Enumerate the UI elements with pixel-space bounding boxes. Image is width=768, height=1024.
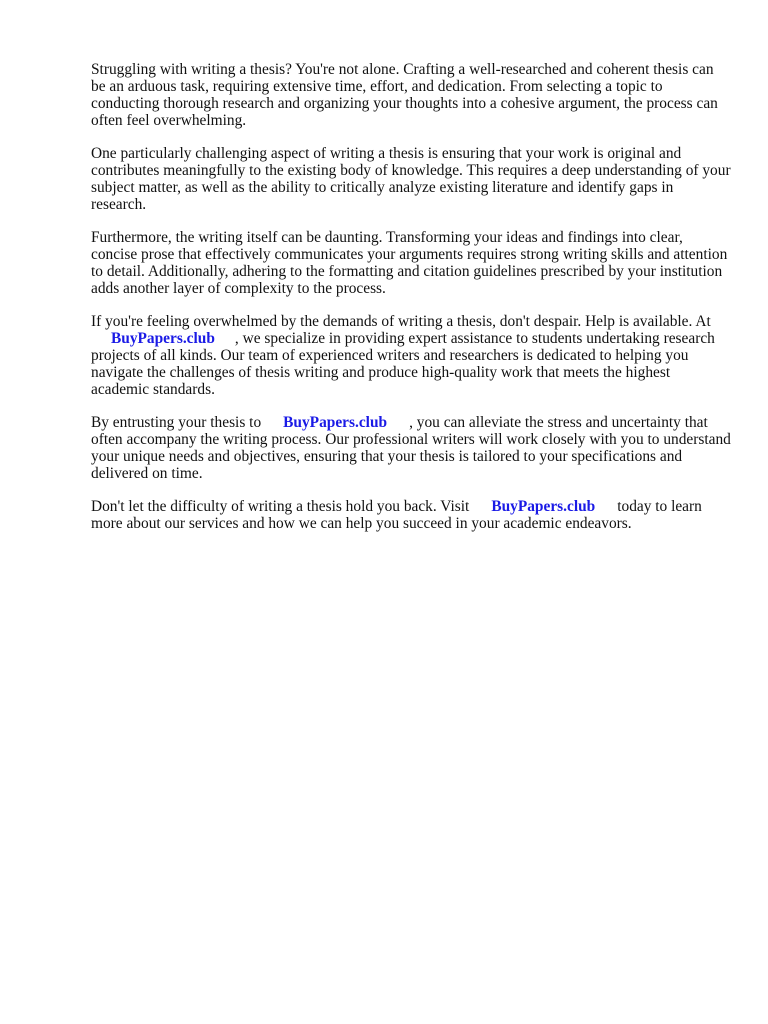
- paragraph-cta-text-after: today to learn more about our services and how we can help you succeed in your academic endeavors.: [91, 498, 702, 532]
- document-body: [91, 61, 731, 548]
- paragraph-call-to-action: [91, 498, 731, 532]
- paragraph-intro: Struggling with writing a thesis? You're not alone. Crafting a well-researched and coherent thesis can be an arduous task, requiring extensive time, effort, and dedication. From selecting a topic to conducting thorough research and organizing your thoughts into a cohesive argument, the process can often feel overwhelming.: [91, 61, 718, 129]
- buypapers-link-1[interactable]: BuyPapers.club: [111, 330, 215, 347]
- paragraph-writing-challenge: Furthermore, the writing itself can be daunting. Transforming your ideas and findings into clear, concise prose that effectively communicates your arguments requires strong writing skills and attention to detail. Additionally, adhering to the formatting and citation guidelines prescribed by your institution adds another layer of complexity to the process.: [91, 229, 728, 297]
- paragraph-help-text-after: , we specialize in providing expert assistance to students undertaking research projects of all kinds. Our team of experienced writers and researchers is dedicated to helping you navigate the challenges of thesis writing and produce high-quality work that meets the highest academic standards.: [91, 330, 715, 398]
- paragraph-cta-text-before: Don't let the difficulty of writing a thesis hold you back. Visit: [91, 498, 470, 515]
- paragraph-help-available: [91, 313, 731, 398]
- paragraph-entrusting: [91, 414, 731, 482]
- buypapers-link-3[interactable]: BuyPapers.club: [491, 498, 596, 515]
- buypapers-link-2[interactable]: BuyPapers.club: [283, 414, 388, 431]
- paragraph-entrusting-text-before: By entrusting your thesis to: [91, 414, 262, 431]
- paragraph-originality: One particularly challenging aspect of writing a thesis is ensuring that your work is original and contributes meaningfully to the existing body of knowledge. This requires a deep understanding of your subject matter, as well as the ability to critically analyze existing literature and identify gaps in research.: [91, 145, 731, 213]
- paragraph-help-text-before: If you're feeling overwhelmed by the demands of writing a thesis, don't despair. Help is available. At: [91, 313, 711, 330]
- paragraph-entrusting-text-after: , you can alleviate the stress and uncertainty that often accompany the writing process. Our professional writers will work closely with you to understand your unique needs and objectives, ensuring that your thesis is tailored to your specifications and delivered on time.: [91, 414, 731, 482]
